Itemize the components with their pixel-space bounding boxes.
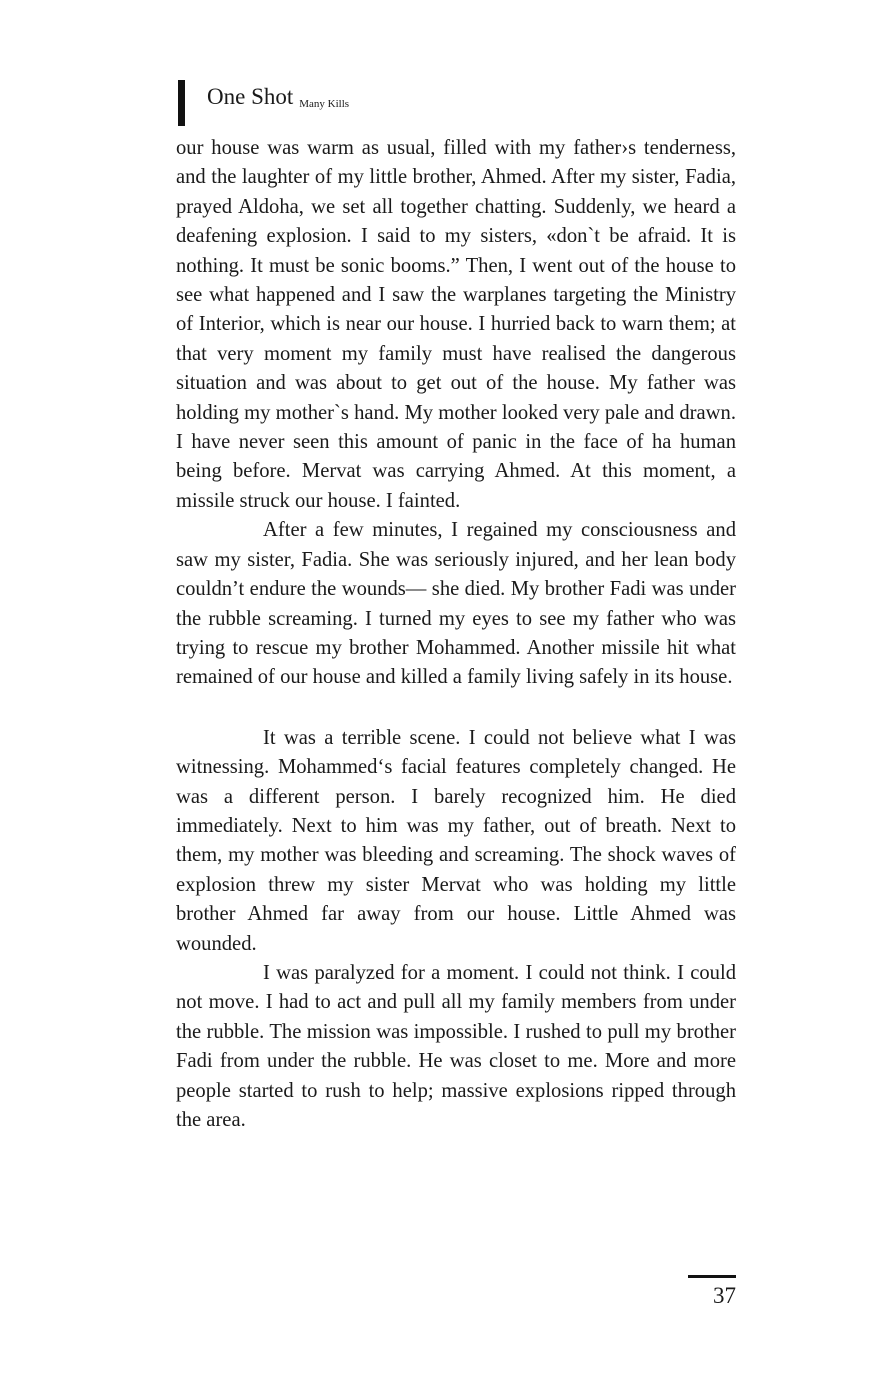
paragraph: I was paralyzed for a moment. I could not think. I could not move. I had to act and pull all my family members from under the rubble. The mission was impossible. I rushed to pull my brother Fadi from under the rubble. He was closet to me. More and more people started to rush to help; massive explosions ripped through the area.	[176, 961, 736, 1131]
paragraph-gap	[176, 693, 736, 724]
paragraph: After a few minutes, I regained my consciousness and saw my sister, Fadia. She was seriously injured, and her lean body couldn’t endure the wounds— she died. My brother Fadi was under the rubble screaming. I turned my eyes to see my father who was trying to rescue my brother Mohammed. Another missile hit what remained of our house and killed a family living safely in its house.	[176, 519, 736, 689]
book-subtitle: Many Kills	[299, 98, 350, 110]
footer-rule	[688, 1275, 736, 1278]
paragraph: It was a terrible scene. I could not believe what I was witnessing. Mohammed‘s facial features completely changed. He was a different person. I barely recognized him. He died immediately. Next to him was my father, out of breath. Next to them, my mother was bleeding and screaming. The shock waves of explosion threw my sister Mervat who was holding my little brother Ahmed far away from our house. Little Ahmed was wounded.	[176, 726, 736, 955]
body-text	[176, 134, 736, 1135]
paragraph: our house was warm as usual, filled with my father›s tenderness, and the laughter of my little brother, Ahmed. After my sister, Fadia, prayed Aldoha, we set all together chatting. Suddenly, we heard a deafening explosion. I said to my sisters, «don`t be afraid. It is nothing. It must be sonic booms.” Then, I went out of the house to see what happened and I saw the warplanes targeting the Ministry of Interior, which is near our house. I hurried back to warn them; at that very moment my family must have realised the dangerous situation and was about to get out of the house. My father was holding my mother`s hand. My mother looked very pale and drawn. I have never seen this amount of panic in the face of ha human being before. Mervat was carrying Ahmed. At this moment, a missile struck our house. I fainted.	[176, 137, 736, 512]
page-number: 37	[713, 1283, 736, 1308]
running-header	[178, 80, 349, 126]
header-bar	[178, 80, 185, 126]
book-title: One Shot	[207, 84, 294, 109]
